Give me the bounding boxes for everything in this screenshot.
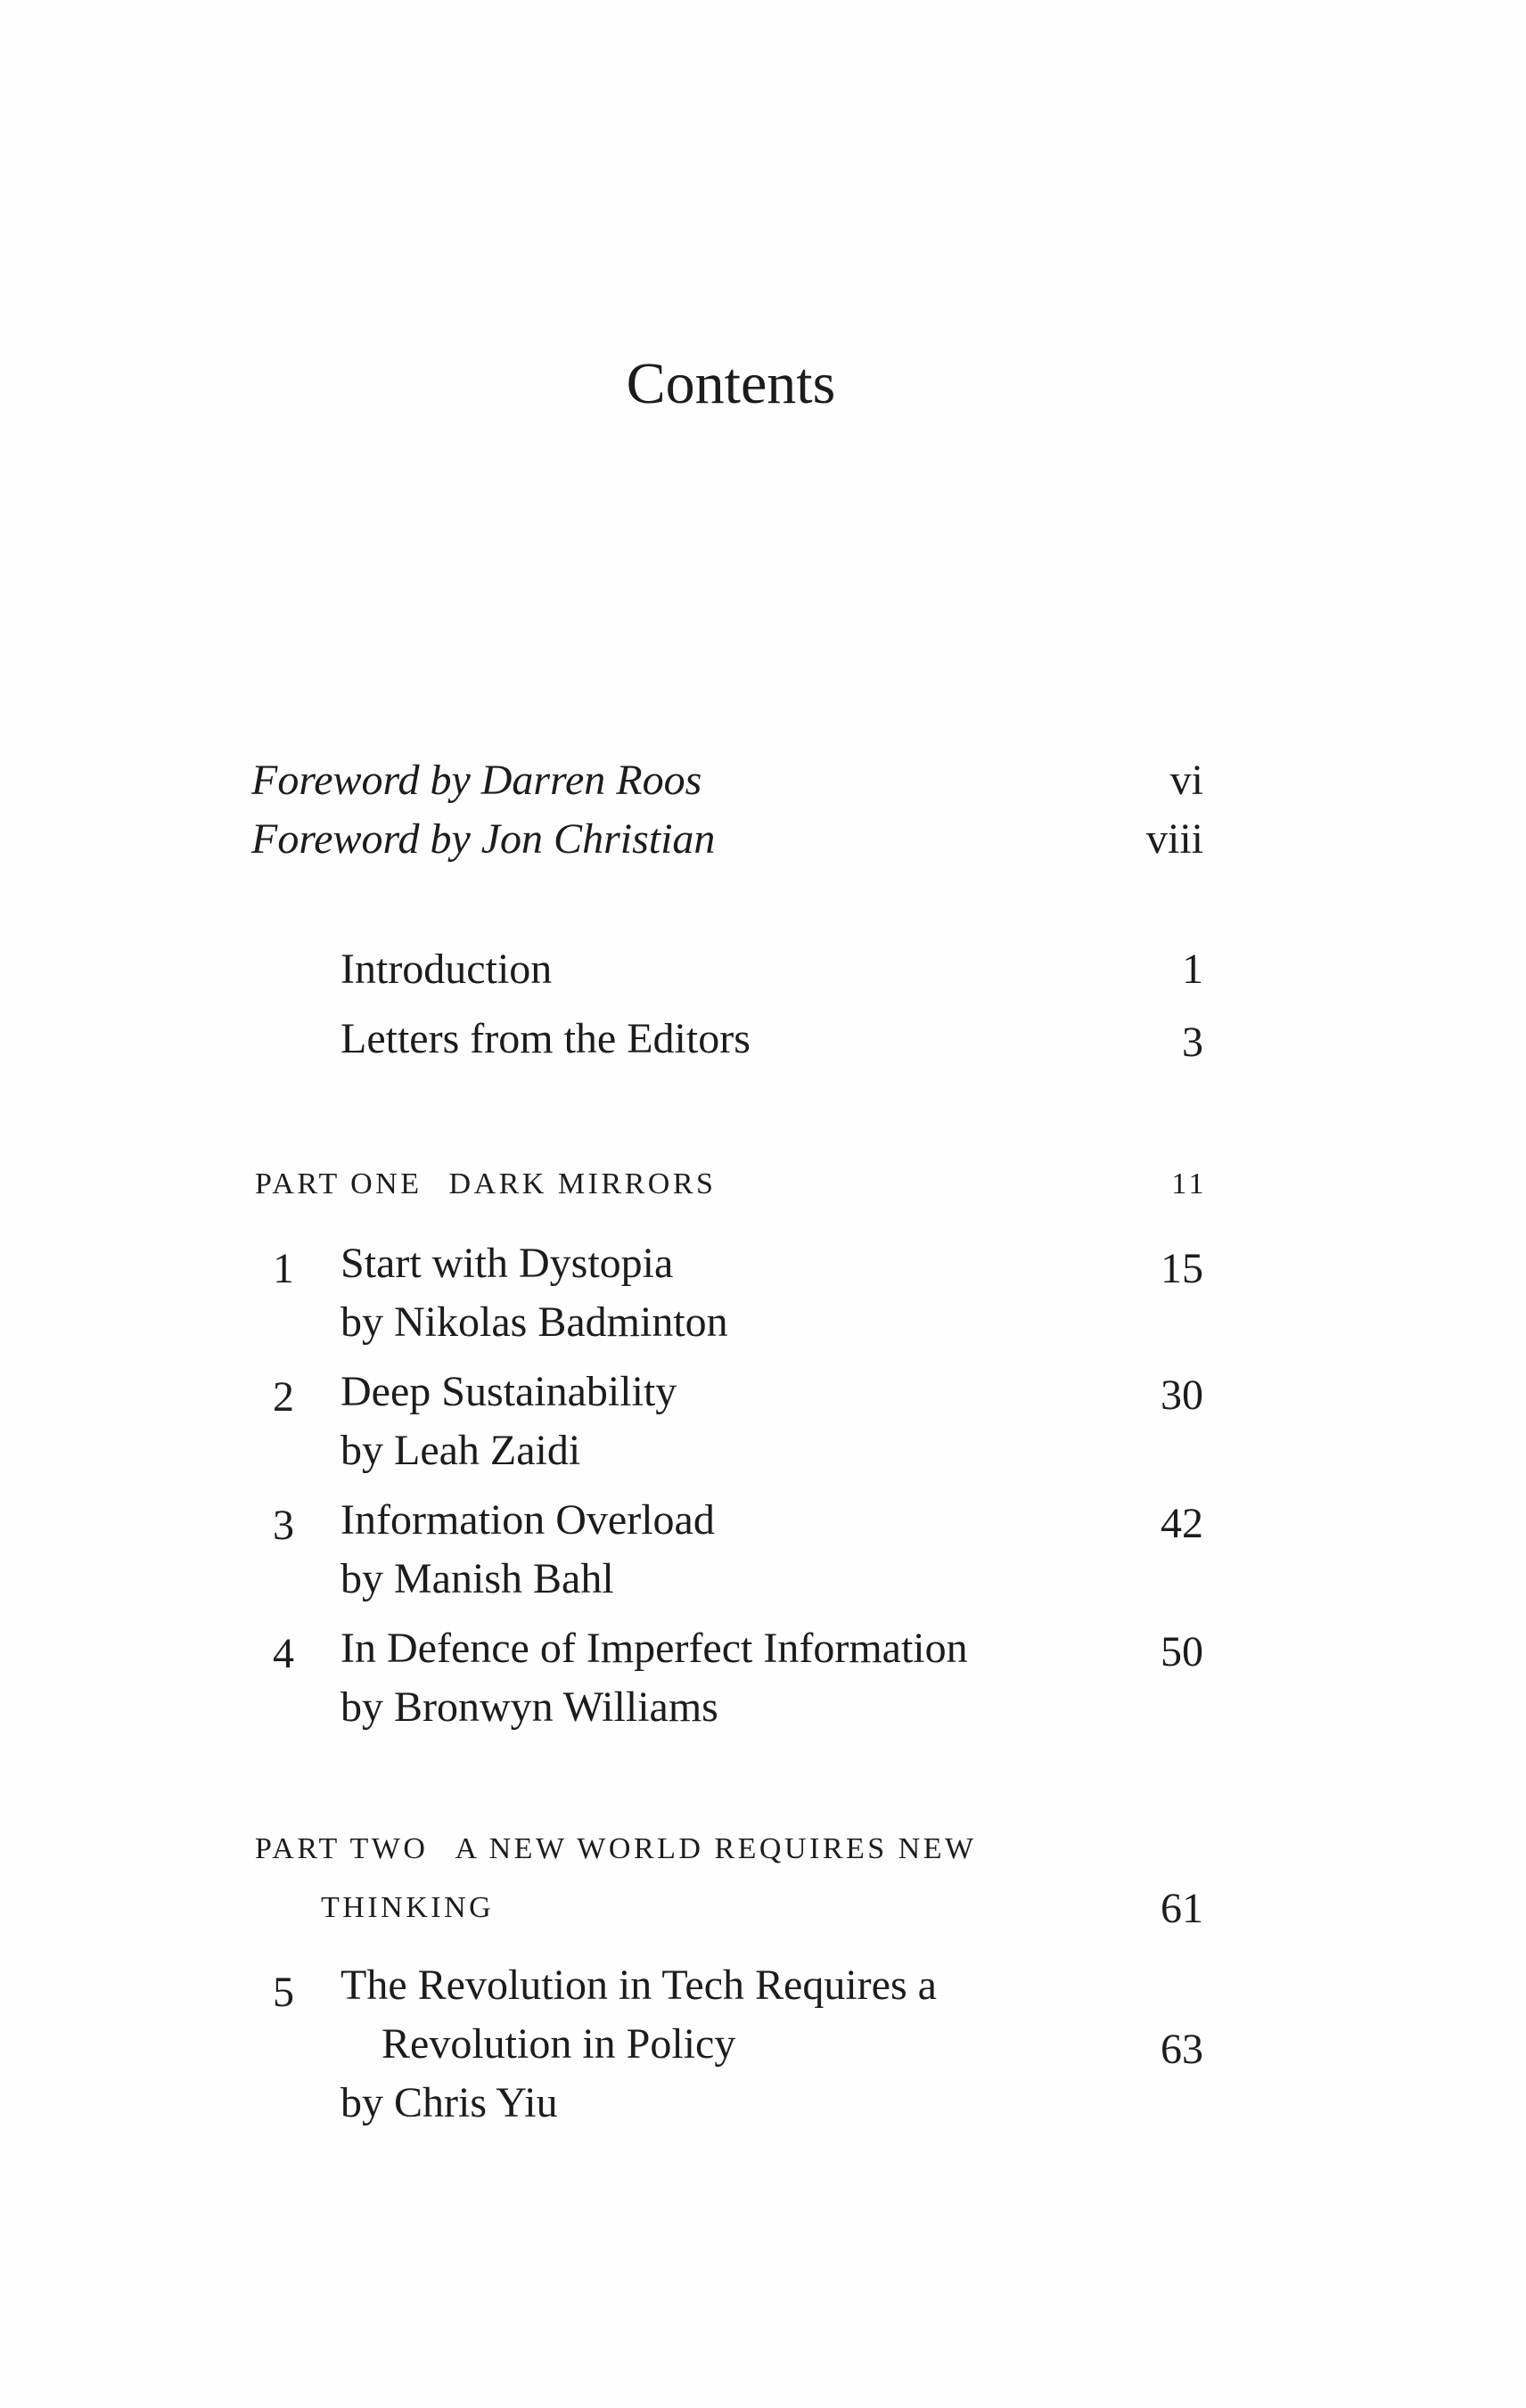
chapter-2-page: 30 [1161, 1372, 1203, 1419]
chapter-4-author: by Bronwyn Williams [340, 1683, 718, 1731]
chapter-3-author: by Manish Bahl [340, 1555, 614, 1602]
part-one-page: 11 [1171, 1167, 1207, 1200]
part-one-label: PART ONE [255, 1167, 423, 1200]
chapter-5-title-line1: The Revolution in Tech Requires a [340, 1962, 937, 2009]
chapter-2-title: Deep Sustainability [340, 1368, 677, 1415]
chapter-3-title: Information Overload [340, 1496, 715, 1544]
part-two-label: PART TWO [255, 1832, 429, 1865]
chapter-3-page: 42 [1161, 1500, 1203, 1547]
chapter-4-title: In Defence of Imperfect Information [340, 1625, 968, 1672]
chapter-4-number: 4 [273, 1630, 294, 1677]
foreword-darren-roos-page: vi [1169, 757, 1203, 804]
chapter-2-author: by Leah Zaidi [340, 1427, 581, 1474]
part-two-page: 61 [1161, 1885, 1203, 1932]
foreword-darren-roos: Foreword by Darren Roos [251, 757, 702, 804]
part-one-heading [255, 1169, 716, 1200]
foreword-jon-christian: Foreword by Jon Christian [251, 815, 716, 863]
page-title: Contents [626, 351, 836, 416]
introduction-entry: Introduction [340, 946, 553, 993]
chapter-1-author: by Nikolas Badminton [340, 1298, 728, 1346]
foreword-jon-christian-page: viii [1145, 815, 1203, 863]
chapter-5-number: 5 [273, 1969, 294, 2016]
part-two-title-line1: A NEW WORLD REQUIRES NEW [455, 1832, 977, 1865]
chapter-2-number: 2 [273, 1373, 294, 1421]
chapter-1-page: 15 [1161, 1245, 1203, 1292]
part-two-title-line2: THINKING [321, 1891, 495, 1924]
chapter-5-title-line2: Revolution in Policy [382, 2020, 736, 2068]
chapter-1-number: 1 [273, 1245, 294, 1292]
introduction-page: 1 [1182, 946, 1203, 993]
chapter-3-number: 3 [273, 1502, 294, 1549]
letters-page: 3 [1182, 1019, 1203, 1066]
chapter-5-author: by Chris Yiu [340, 2079, 558, 2126]
chapter-4-page: 50 [1161, 1628, 1203, 1675]
part-one-title: DARK MIRRORS [448, 1167, 717, 1200]
chapter-5-page: 63 [1161, 2026, 1203, 2073]
part-two-heading [255, 1834, 977, 1864]
letters-entry: Letters from the Editors [340, 1015, 751, 1062]
chapter-1-title: Start with Dystopia [340, 1240, 674, 1287]
